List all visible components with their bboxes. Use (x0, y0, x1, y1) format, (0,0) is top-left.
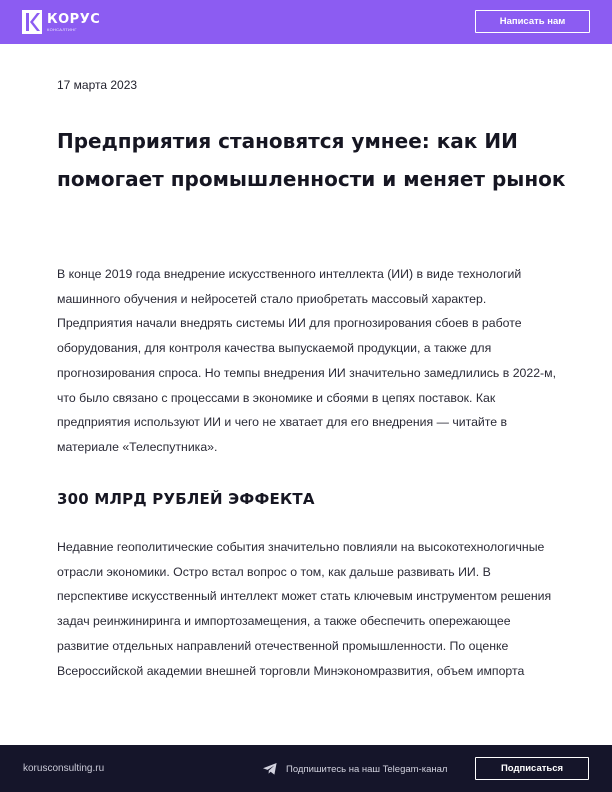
logo-text (47, 13, 100, 32)
telegram-text: Подпишитесь на наш Telegam-канал (286, 763, 448, 775)
article-date: 17 марта 2023 (57, 78, 138, 92)
section-heading: 300 МЛРД РУБЛЕЙ ЭФФЕКТА (57, 490, 315, 508)
footer-site-link[interactable]: korusconsulting.ru (23, 763, 105, 774)
write-us-button[interactable]: Написать нам (475, 10, 590, 33)
article-title: Предприятия становятся умнее: как ИИ помогает промышленности и меняет рынок (57, 129, 566, 191)
telegram-subscribe-link[interactable] (262, 761, 447, 777)
logo-name: КОРУС (47, 11, 101, 27)
logo-subtitle: КОНСАЛТИНГ (47, 26, 77, 32)
telegram-icon (262, 761, 278, 777)
article-intro-paragraph: В конце 2019 года внедрение искусственного интеллекта (ИИ) в виде технологий машинного обучения и нейросетей стало приобретать массовый характер. Предприятия начали внедрять системы ИИ для прогнозирования сбоев в работе оборудования, для контроля качества выпускаемой продукции, а также для прогнозирования спроса. Но темпы внедрения ИИ значительно замедлились в 2022-м, что было связано с процессами в экономике и сбоями в цепях поставок. Как предприятия используют ИИ и чего не хватает для его внедрения — читайте в материале «Телеспутника». (57, 267, 557, 454)
section-paragraph: Недавние геополитические события значительно повлияли на высокотехнологичные отрасли экономики. Остро встал вопрос о том, как дальше развивать ИИ. В перспективе искусственный интеллект может стать ключевым инструментом решения задач реинжиниринга и импортозамещения, а также обеспечить опережающее развитие отдельных направлений отечественной промышленности. По оценке Всероссийской академии внешней торговли Минэкономразвития, объем импорта (57, 540, 552, 678)
subscribe-button[interactable]: Подписаться (475, 757, 589, 780)
site-header (0, 0, 612, 44)
site-footer (0, 745, 612, 792)
korus-logo-icon (22, 10, 42, 34)
logo[interactable] (22, 10, 100, 34)
